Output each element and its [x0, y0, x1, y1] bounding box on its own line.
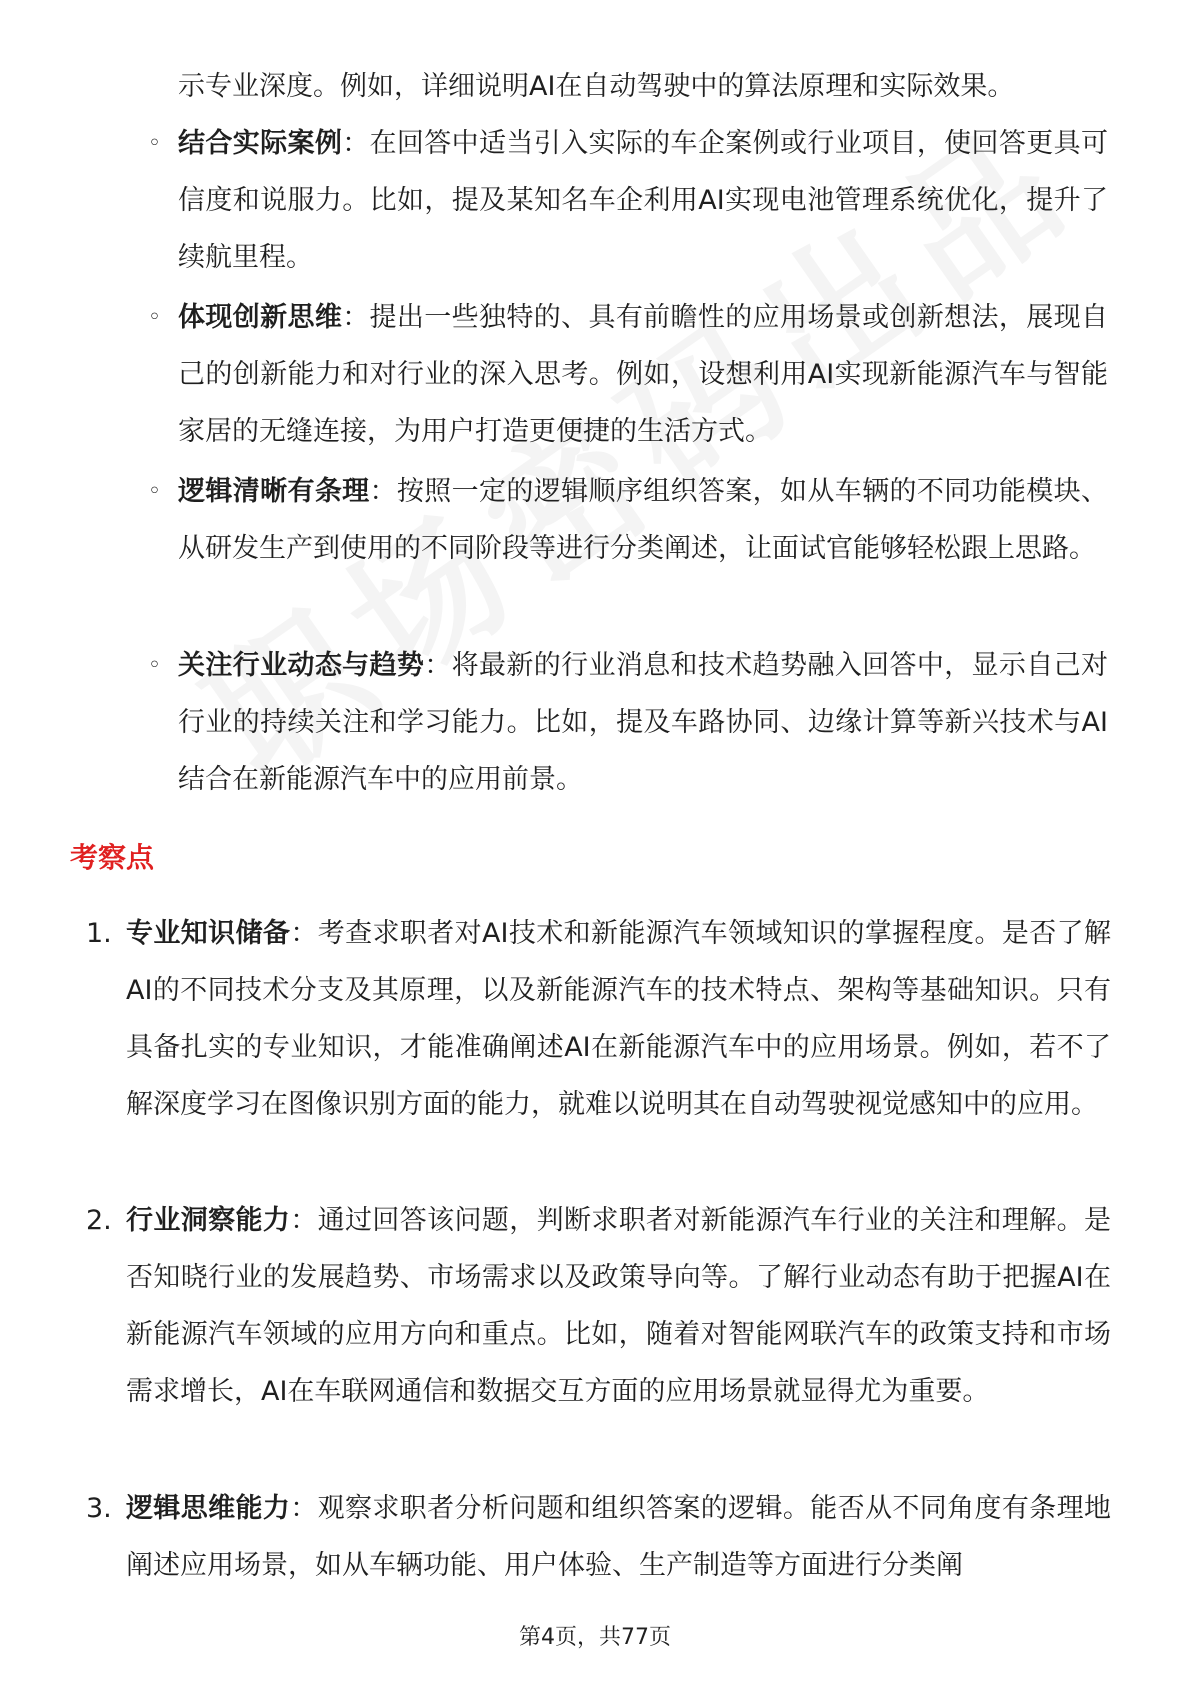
bullet-text: ：在回答中适当引入实际的车企案例或行业项目，使回答更具可信度和说服力。比如，提及某知名车企利用AI实现电池管理系统优化，提升了续航里程。 [178, 128, 1109, 273]
bullet-lead: 结合实际案例 [178, 128, 343, 159]
bullet-item [148, 637, 1109, 808]
numbered-item [86, 905, 1111, 1133]
bullet-lead: 逻辑清晰有条理 [178, 476, 370, 507]
bullet-marker: ◦ [148, 653, 161, 678]
numbered-item [86, 1480, 1112, 1594]
item-lead: 行业洞察能力 [126, 1205, 291, 1236]
item-number: 3. [86, 1493, 112, 1524]
bullet-text: ：按照一定的逻辑顺序组织答案，如从车辆的不同功能模块、从研发生产到使用的不同阶段等进行分类阐述，让面试官能够轻松跟上思路。 [178, 476, 1109, 564]
bullet-text: ：提出一些独特的、具有前瞻性的应用场景或创新想法，展现自己的创新能力和对行业的深入思考。例如，设想利用AI实现新能源汽车与智能家居的无缝连接，为用户打造更便捷的生活方式。 [178, 302, 1109, 447]
item-number: 2. [86, 1205, 112, 1236]
continued-paragraph: 示专业深度。例如，详细说明AI在自动驾驶中的算法原理和实际效果。 [178, 71, 1015, 102]
numbered-item [86, 1192, 1112, 1420]
bullet-text: ：将最新的行业消息和技术趋势融入回答中，显示自己对行业的持续关注和学习能力。比如，提及车路协同、边缘计算等新兴技术与AI结合在新能源汽车中的应用前景。 [178, 650, 1109, 795]
bullet-item [148, 115, 1109, 286]
item-lead: 逻辑思维能力 [126, 1493, 291, 1524]
bullet-item [148, 289, 1109, 460]
bullet-marker: ◦ [148, 305, 161, 330]
item-text: ：考查求职者对AI技术和新能源汽车领域知识的掌握程度。是否了解AI的不同技术分支及其原理，以及新能源汽车的技术特点、架构等基础知识。只有具备扎实的专业知识，才能准确阐述AI在新能源汽车中的应用场景。例如，若不了解深度学习在图像识别方面的能力，就难以说明其在自动驾驶视觉感知中的应用。 [126, 918, 1111, 1120]
item-number: 1. [86, 918, 112, 949]
page-footer: 第4页，共77页 [519, 1625, 671, 1650]
bullet-marker: ◦ [148, 131, 161, 156]
section-heading: 考察点 [70, 841, 155, 874]
bullet-lead: 体现创新思维 [178, 302, 343, 333]
item-lead: 专业知识储备 [126, 918, 291, 949]
item-text: ：通过回答该问题，判断求职者对新能源汽车行业的关注和理解。是否知晓行业的发展趋势、市场需求以及政策导向等。了解行业动态有助于把握AI在新能源汽车领域的应用方向和重点。比如，随着对智能网联汽车的政策支持和市场需求增长，AI在车联网通信和数据交互方面的应用场景就显得尤为重要。 [126, 1205, 1112, 1407]
item-text: ：观察求职者分析问题和组织答案的逻辑。能否从不同角度有条理地阐述应用场景，如从车辆功能、用户体验、生产制造等方面进行分类阐 [126, 1493, 1112, 1581]
bullet-item [148, 463, 1109, 577]
bullet-lead: 关注行业动态与趋势 [178, 650, 425, 681]
bullet-marker: ◦ [148, 479, 161, 504]
